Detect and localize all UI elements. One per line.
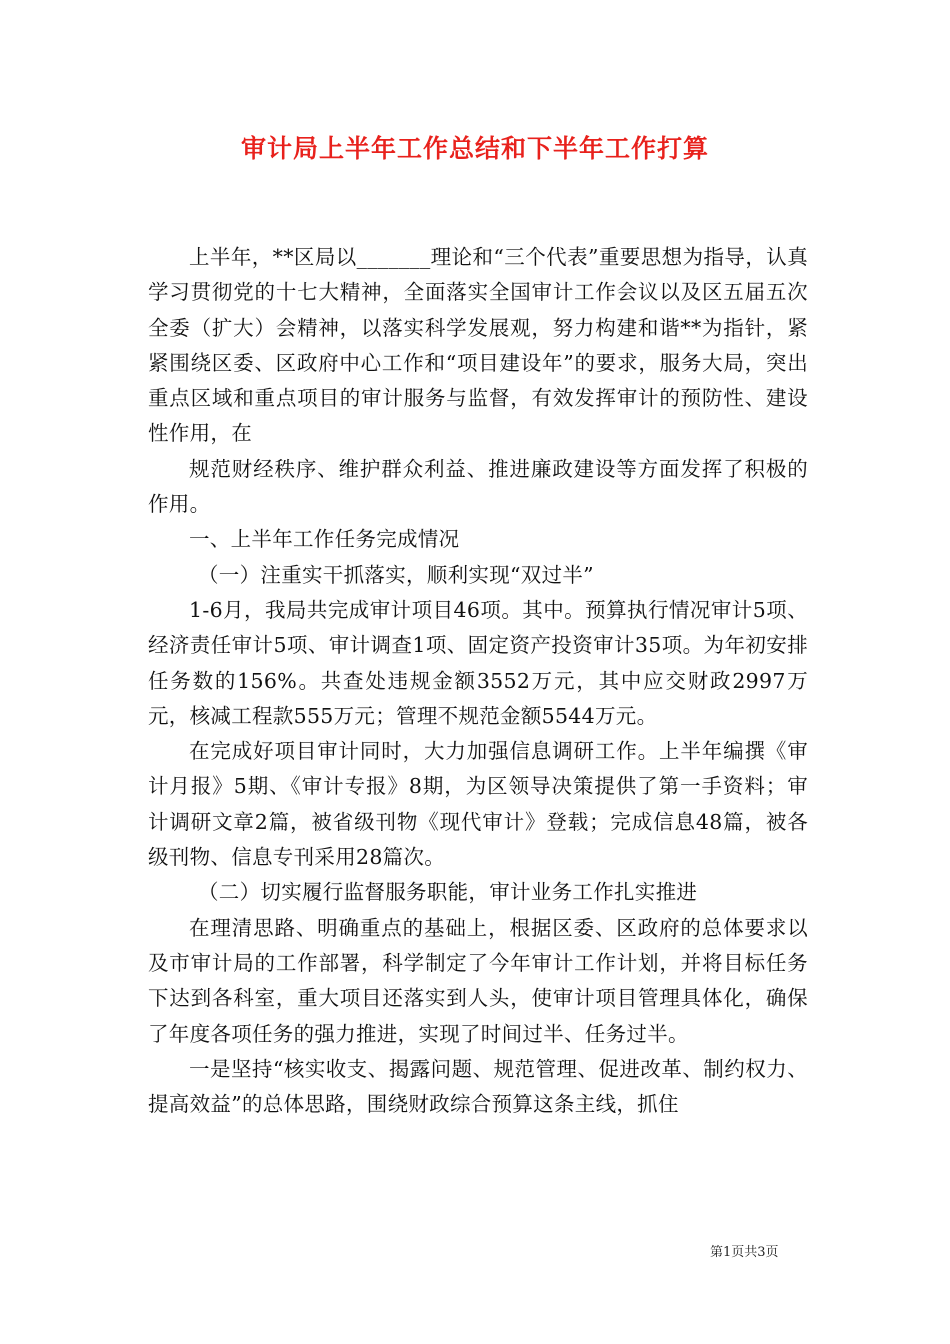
- paragraph-research: 在完成好项目审计同时，大力加强信息调研工作。上半年编撰《审计月报》5期、《审计专报》8期，为区领导决策提供了第一手资料；审计调研文章2篇，被省级刊物《现代审计》登载；完成信息48篇，被各级刊物、信息专刊采用28篇次。: [148, 739, 808, 870]
- subsection-heading-2: （二）切实履行监督服务职能，审计业务工作扎实推进: [198, 880, 698, 905]
- page-title: 审计局上半年工作总结和下半年工作打算: [240, 134, 709, 163]
- paragraph-intro-continued: 规范财经秩序、维护群众利益、推进廉政建设等方面发挥了积极的作用。: [148, 456, 808, 517]
- document-body: [148, 240, 808, 1122]
- paragraph-intro: 上半年，**区局以_______理论和“三个代表”重要思想为指导，认真学习贯彻党的十七大精神，全面落实全国审计工作会议以及区五届五次全委（扩大）会精神，以落实科学发展观，努力构建和谐**为指针，紧紧围绕区委、区政府中心工作和“项目建设年”的要求，服务大局，突出重点区域和重点项目的审计服务与监督，有效发挥审计的预防性、建设性作用，在: [148, 245, 808, 446]
- page-number: 第1页共3页: [710, 1245, 779, 1260]
- paragraph-point-one: 一是坚持“核实收支、揭露问题、规范管理、促进改革、制约权力、提高效益”的总体思路，围绕财政综合预算这条主线，抓住: [148, 1056, 808, 1117]
- paragraph-audit-stats: 1-6月，我局共完成审计项目46项。其中。预算执行情况审计5项、经济责任审计5项、审计调查1项、固定资产投资审计35项。为年初安排任务数的156%。共查处违规金额3552万元，其中应交财政2997万元，核减工程款555万元；管理不规范金额5544万元。: [148, 597, 808, 728]
- section-heading-1: 一、上半年工作任务完成情况: [189, 527, 460, 552]
- subsection-heading-1: （一）注重实干抓落实，顺利实现“双过半”: [198, 562, 594, 587]
- paragraph-planning: 在理清思路、明确重点的基础上，根据区委、区政府的总体要求以及市审计局的工作部署，科学制定了今年审计工作计划，并将目标任务下达到各科室，重大项目还落实到人头，使审计项目管理具体化，确保了年度各项任务的强力推进，实现了时间过半、任务过半。: [148, 915, 808, 1046]
